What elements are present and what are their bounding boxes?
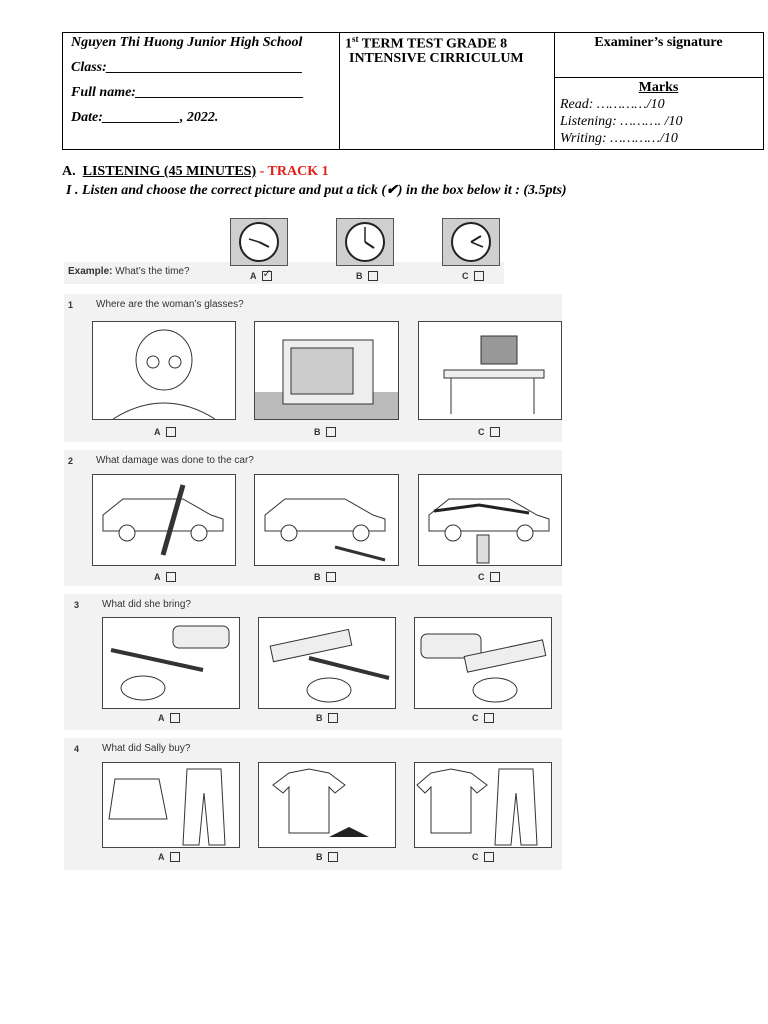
q2-picture-c [418, 474, 562, 566]
tick-box[interactable] [328, 713, 338, 723]
checkmark-icon: ✓ [262, 268, 272, 280]
tick-box[interactable] [484, 713, 494, 723]
listening-worksheet [64, 210, 562, 870]
examiner-cell [554, 33, 763, 149]
full-name-field[interactable]: Full name:________________________ [71, 85, 304, 100]
q1-table-picture [418, 321, 562, 420]
q4-option-c: C [472, 852, 494, 862]
toothbrush-towel-soap-icon [103, 618, 239, 708]
question-3-text: What did she bring? [102, 599, 191, 610]
towel-toothpaste-soap-icon [415, 618, 551, 708]
q4-picture-b [258, 762, 396, 848]
tick-box[interactable] [170, 713, 180, 723]
marks-read: Read: …………/10 [560, 97, 665, 112]
tshirt-and-jeans-icon [415, 763, 551, 847]
header-table [62, 32, 764, 150]
student-info-cell [63, 33, 340, 149]
class-field[interactable]: Class:____________________________ [71, 60, 303, 75]
q3-picture-b [258, 617, 396, 709]
q3-picture-c [414, 617, 552, 709]
question-4-number: 4 [74, 744, 80, 754]
q2-picture-a [92, 474, 236, 566]
woman-with-glasses-icon [93, 322, 235, 419]
car-with-keys-icon [255, 475, 398, 565]
question-2-number: 2 [68, 456, 74, 466]
tick-box[interactable] [326, 427, 336, 437]
q2-option-c: C [478, 572, 500, 582]
q1-option-a: A [154, 427, 176, 437]
examiner-signature-box[interactable] [554, 33, 763, 78]
example-option-a: A ✓ [250, 268, 272, 281]
tick-box[interactable] [490, 427, 500, 437]
q3-picture-a [102, 617, 240, 709]
marks-writing: Writing: …………/10 [560, 131, 678, 146]
q3-option-b: B [316, 713, 338, 723]
tick-box[interactable] [166, 427, 176, 437]
section-title: LISTENING (45 MINUTES) [82, 164, 257, 179]
school-name: Nguyen Thi Huong Junior High School [71, 35, 303, 50]
car-with-spray-icon [419, 475, 561, 565]
question-1-text: Where are the woman’s glasses? [96, 299, 244, 310]
clock-picture-c [442, 218, 500, 266]
q3-option-a: A [158, 713, 180, 723]
section-letter: A. [62, 164, 76, 179]
test-title: 1st TERM TEST GRADE 8 [345, 34, 508, 52]
examiner-signature-label: Examiner’s signature [594, 35, 723, 50]
q1-option-c: C [478, 427, 500, 437]
clock-face-icon [443, 219, 499, 265]
q4-option-b: B [316, 852, 338, 862]
clock-picture-a [230, 218, 288, 266]
example-question: Example: What’s the time? [68, 266, 190, 277]
q4-picture-a [102, 762, 240, 848]
tick-box[interactable] [328, 852, 338, 862]
section-a-heading [62, 164, 329, 180]
skirt-and-jeans-icon [103, 763, 239, 847]
q1-woman-picture [92, 321, 236, 420]
curriculum-title: INTENSIVE CIRRICULUM [349, 51, 524, 66]
test-title-cell [339, 33, 555, 149]
clock-face-icon [337, 219, 393, 265]
tick-box[interactable] [484, 852, 494, 862]
q2-option-a: A [154, 572, 176, 582]
q4-option-a: A [158, 852, 180, 862]
tick-box[interactable] [166, 572, 176, 582]
q1-option-b: B [314, 427, 336, 437]
tick-box[interactable] [490, 572, 500, 582]
marks-listening: Listening: ………. /10 [560, 114, 683, 129]
q3-option-c: C [472, 713, 494, 723]
date-field[interactable]: Date:___________, 2022. [71, 110, 219, 125]
question-3-number: 3 [74, 600, 80, 610]
example-option-c: C [462, 271, 484, 281]
question-2-text: What damage was done to the car? [96, 455, 254, 466]
q1-tv-picture [254, 321, 399, 420]
tshirt-and-shoes-icon [259, 763, 395, 847]
q4-picture-c [414, 762, 552, 848]
tick-box[interactable] [170, 852, 180, 862]
tick-box[interactable] [262, 268, 272, 281]
q2-option-b: B [314, 572, 336, 582]
tick-box[interactable] [474, 271, 484, 281]
q2-picture-b [254, 474, 399, 566]
question-1-number: 1 [68, 300, 74, 310]
question-4-text: What did Sally buy? [102, 743, 191, 754]
tick-box[interactable] [326, 572, 336, 582]
marks-title: Marks [638, 80, 679, 95]
toothpaste-toothbrush-soap-icon [259, 618, 395, 708]
clock-picture-b [336, 218, 394, 266]
tick-box[interactable] [368, 271, 378, 281]
television-icon [255, 322, 398, 419]
car-with-bat-icon [93, 475, 235, 565]
section-dash: - [256, 164, 268, 179]
instruction-text: I . Listen and choose the correct picture and put a tick (✔) in the box below it : (3.5pts) [66, 183, 567, 198]
example-option-b: B [356, 271, 378, 281]
clock-face-icon [231, 219, 287, 265]
table-with-books-icon [419, 322, 561, 419]
track-label: TRACK 1 [267, 164, 329, 179]
